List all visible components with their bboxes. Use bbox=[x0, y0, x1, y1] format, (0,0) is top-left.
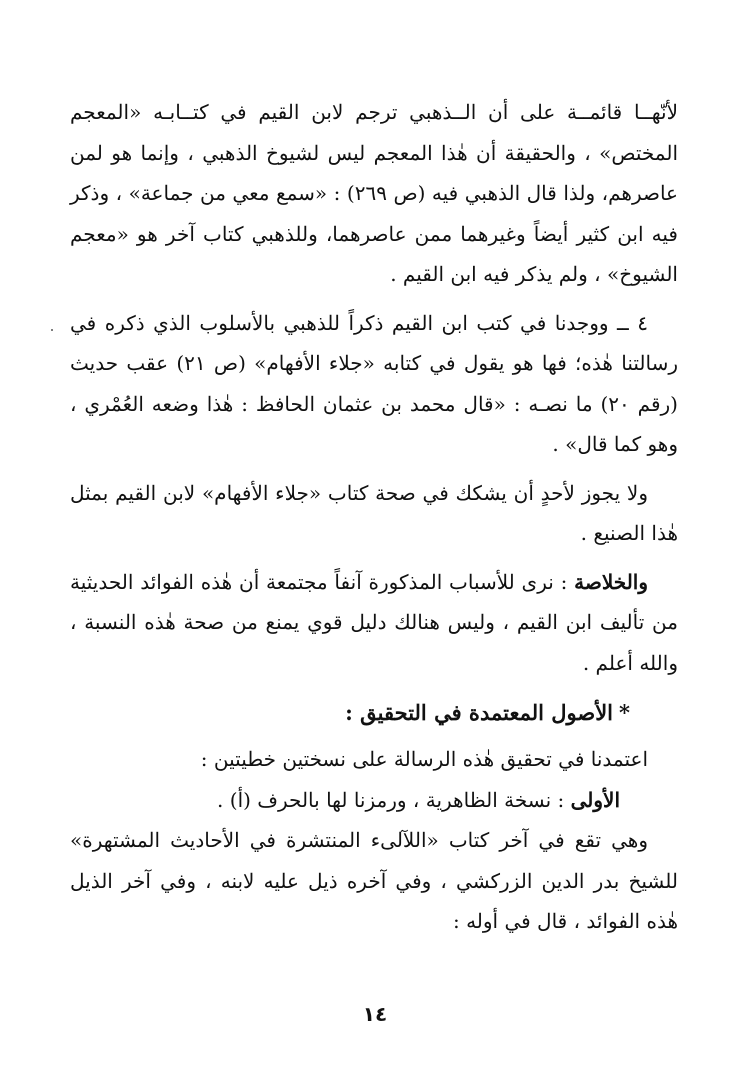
first-manuscript-text: : نسخة الظاهرية ، ورمزنا لها بالحرف (أ) . bbox=[217, 787, 565, 812]
paragraph-conclusion bbox=[70, 562, 678, 684]
paragraph-3: ولا يجوز لأحدٍ أن يشكك في صحة كتاب «جلاء الأفهام» لابن القيم بمثل هٰذا الصنيع . bbox=[70, 480, 678, 545]
page-body bbox=[70, 92, 678, 942]
first-manuscript-lead: الأولى bbox=[570, 787, 620, 812]
margin-mark bbox=[51, 329, 53, 331]
paragraph-1: لأنّهــا قائمــة على أن الــذهبي ترجم لابن القيم في كتــابـه «المعجم المختص» ، والحقيقة أن هٰذا المعجم ليس لشيوخ الذهبي ، وإنما هو لمن عاصرهم، ولذا قال الذهبي فيه (ص ٢٦٩) : «سمع معي من جماعة» ، وذكر فيه ابن كثير أيضاً وغيرهما ممن عاصرهما، وللذهبي كتاب آخر هو «معجم الشيوخ» ، ولم يذكر فيه ابن القيم . bbox=[70, 100, 678, 286]
paragraph-first-manuscript bbox=[70, 780, 678, 821]
paragraph-2: ٤ ــ ووجدنا في كتب ابن القيم ذكراً للذهبي بالأسلوب الذي ذكره في رسالتنا هٰذه؛ فها هو يقول في كتابه «جلاء الأفهام» (ص ٢١) عقب حديث (رقم ٢٠) ما نصـه : «قال محمد بن عثمان الحافظ : هٰذا وضعه العُمْري ، وهو كما قال» . bbox=[70, 310, 678, 456]
paragraph-manuscripts-intro: اعتمدنا في تحقيق هٰذه الرسالة على نسختين خطيتين : bbox=[200, 747, 648, 771]
asterisk-icon: * bbox=[619, 700, 630, 725]
section-heading-text: الأصول المعتمدة في التحقيق : bbox=[345, 700, 614, 725]
conclusion-lead: والخلاصة bbox=[574, 569, 648, 594]
paragraph-manuscript-location: وهي تقع في آخر كتاب «اللآلىء المنتشرة في الأحاديث المشتهرة» للشيخ بدر الدين الزركشي ، وفي آخره ذيل عليه لابنه ، وفي آخر الذيل هٰذه الفوائد ، قال في أوله : bbox=[70, 828, 678, 933]
page-number: ١٤ bbox=[362, 1002, 388, 1026]
section-heading bbox=[70, 693, 678, 733]
conclusion-text: : نرى للأسباب المذكورة آنفاً مجتمعة أن هٰذه الفوائد الحديثية من تأليف ابن القيم ، وليس هنالك دليل قوي يمنع من صحة هٰذه النسبة ، والله أعلم . bbox=[70, 569, 678, 675]
